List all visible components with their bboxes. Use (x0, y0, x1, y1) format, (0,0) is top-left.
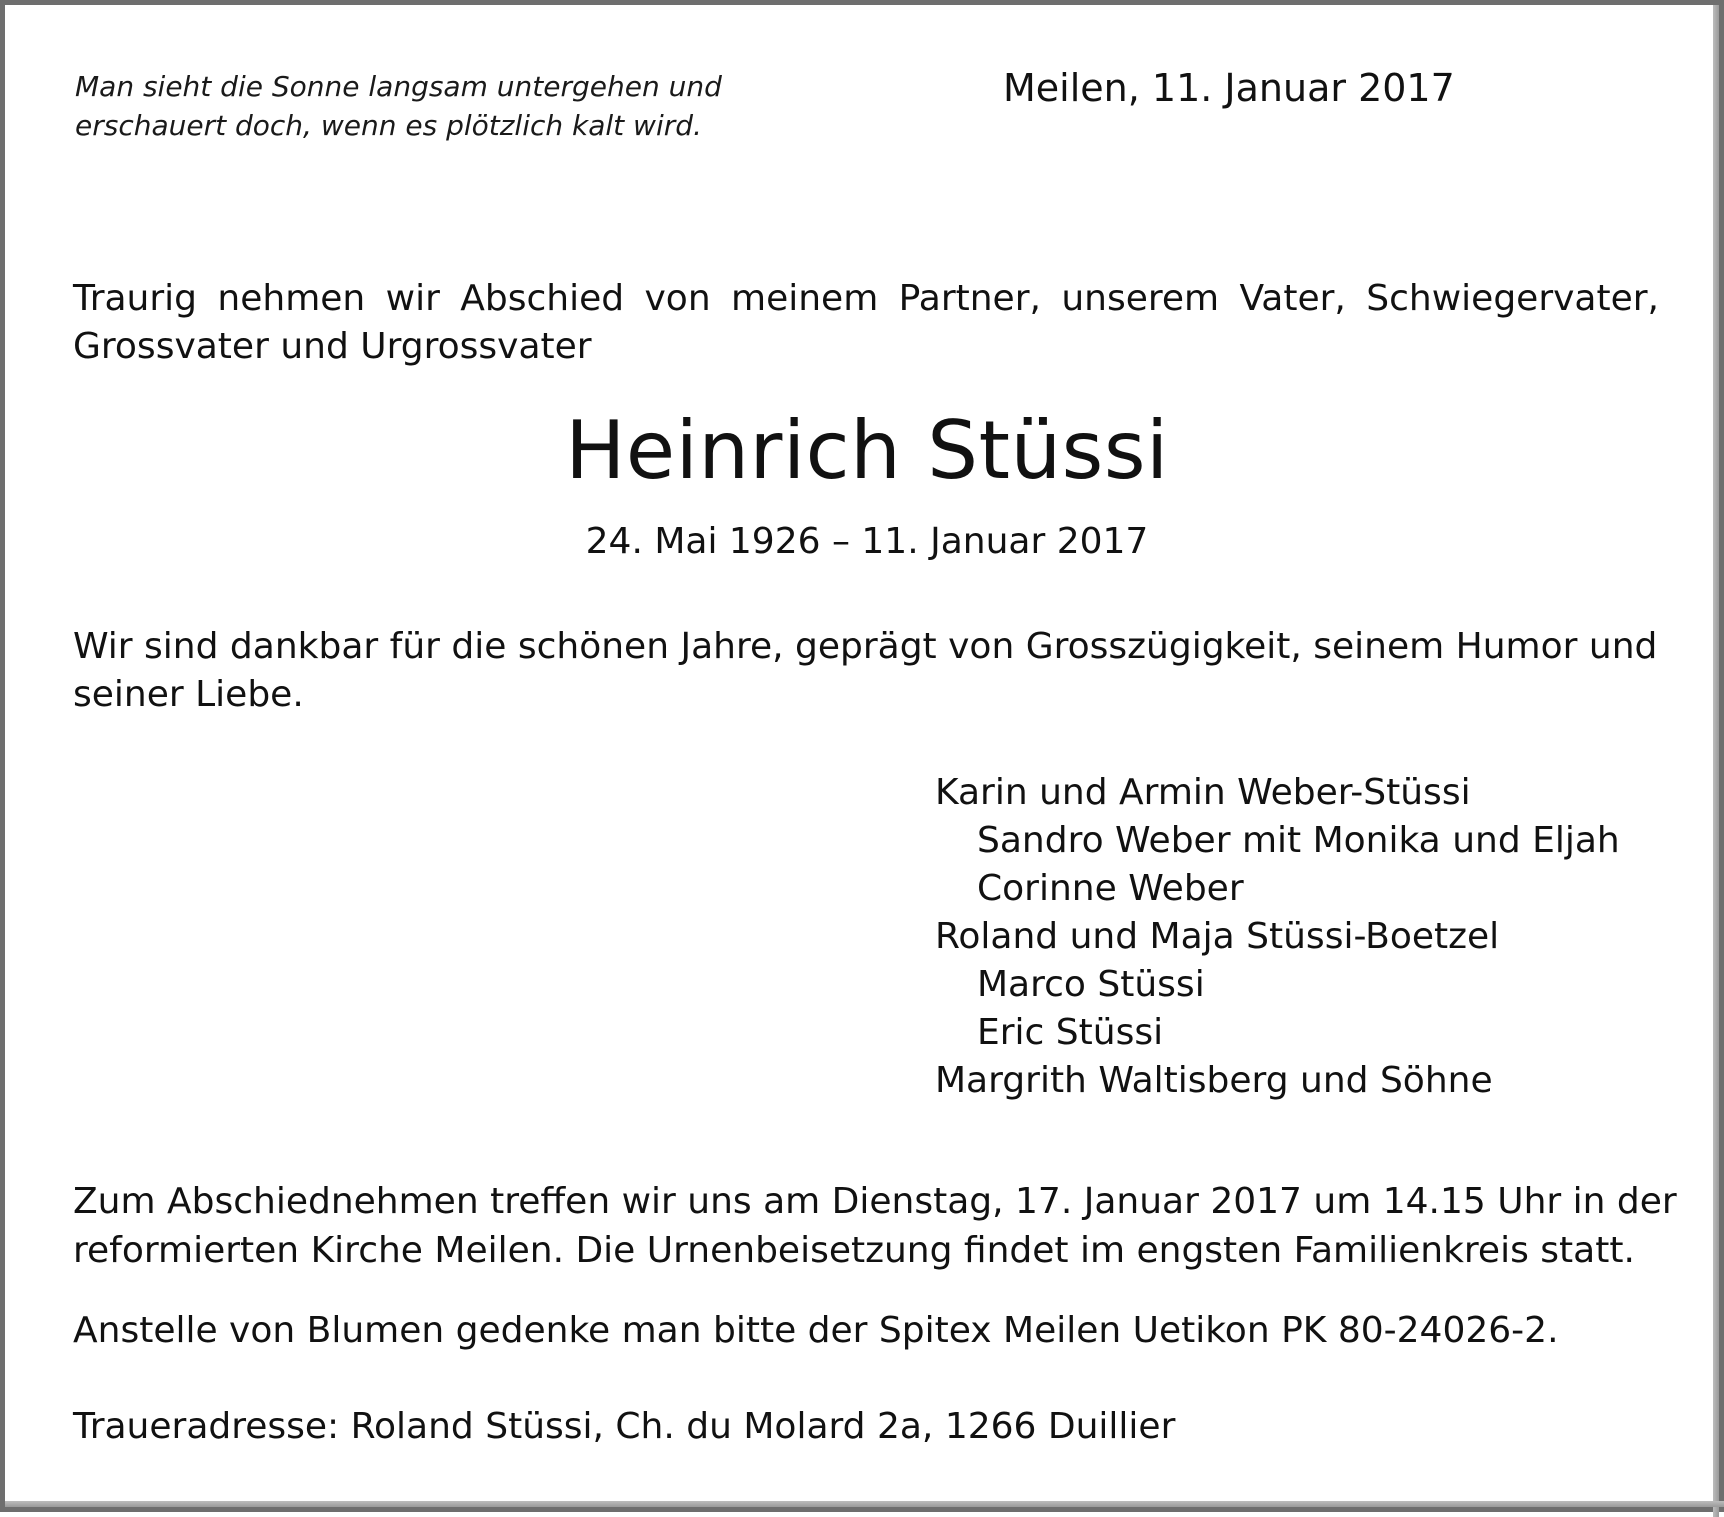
intro-line-2: Grossvater und Urgrossvater (73, 326, 592, 367)
place-and-date: Meilen, 11. Januar 2017 (1003, 66, 1455, 110)
mourner-entry: Margrith Waltisberg und Söhne (935, 1060, 1493, 1101)
motto-quote (75, 67, 795, 145)
mourner-entry: Sandro Weber mit Monika und Eljah (977, 820, 1620, 861)
gratitude-line-2: seiner Liebe. (73, 674, 304, 715)
intro-line-1: Traurig nehmen wir Abschied von meinem Partner, unserem Vater, Schwiegervater, (73, 278, 1659, 319)
mourner-entry: Corinne Weber (977, 868, 1244, 909)
service-line-2: reformierten Kirche Meilen. Die Urnenbeisetzung findet im engsten Familienkreis statt. (73, 1230, 1635, 1271)
life-dates: 24. Mai 1926 – 11. Januar 2017 (585, 521, 1149, 562)
mourning-address: Traueradresse: Roland Stüssi, Ch. du Molard 2a, 1266 Duillier (73, 1406, 1176, 1447)
donation-note: Anstelle von Blumen gedenke man bitte der Spitex Meilen Uetikon PK 80-24026-2. (73, 1310, 1559, 1351)
mourner-entry: Marco Stüssi (977, 964, 1205, 1005)
service-line-1: Zum Abschiednehmen treffen wir uns am Dienstag, 17. Januar 2017 um 14.15 Uhr in der (73, 1181, 1677, 1222)
page-shadow-bottom (5, 1501, 1724, 1507)
motto-line-2: erschauert doch, wenn es plötzlich kalt wird. (75, 109, 702, 142)
mourners-list (935, 769, 1620, 1105)
service-information (73, 1177, 1677, 1275)
intro-paragraph (73, 275, 1659, 371)
page-shadow-right (1713, 5, 1719, 1517)
motto-line-1: Man sieht die Sonne langsam untergehen und (75, 70, 722, 103)
mourner-entry: Karin und Armin Weber-Stüssi (935, 772, 1471, 813)
deceased-name: Heinrich Stüssi (565, 404, 1169, 497)
mourner-entry: Roland und Maja Stüssi-Boetzel (935, 916, 1500, 957)
mourner-entry: Eric Stüssi (977, 1012, 1164, 1053)
gratitude-line-1: Wir sind dankbar für die schönen Jahre, geprägt von Grosszügigkeit, seinem Humor und (73, 626, 1658, 667)
gratitude-paragraph (73, 623, 1663, 719)
